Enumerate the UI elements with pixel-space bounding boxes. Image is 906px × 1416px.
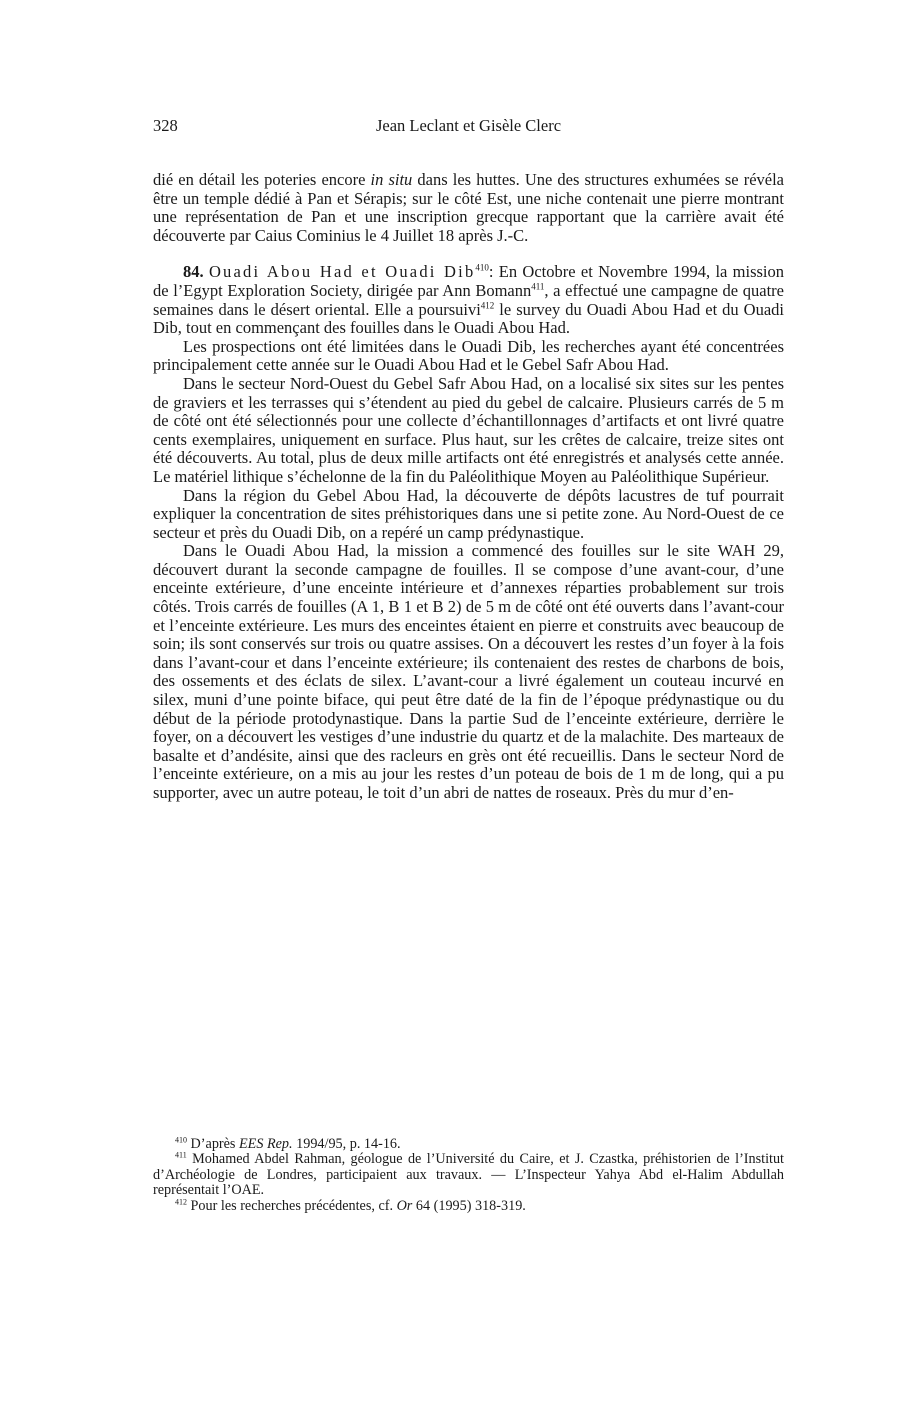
- footnote-ref-411[interactable]: 411: [531, 281, 545, 292]
- footnote-text: Pour les recherches précédentes, cf.: [187, 1197, 397, 1214]
- footnote-text: Mohamed Abdel Rahman, géologue de l’Université du Caire, et J. Czastka, préhistorien de l’Institut d’Archéologie de Londres, participaient aux travaux. — L’Inspecteur Yahya Abd el-Halim Abdullah représentait l’OAE.: [153, 1151, 784, 1199]
- page-header: [153, 116, 784, 140]
- paragraph-nord-ouest: Dans le secteur Nord-Ouest du Gebel Safr Abou Had, on a localisé six sites sur les pentes de graviers et les terrasses qui s’étendent au pied du gebel de calcaire. Plusieurs carrés de 5 m de côté ont été sélectionnés pour une collecte d’échantillonnages d’artifacts et ont livré quatre cents exemplaires, uniquement en surface. Plus haut, sur les crêtes de calcaire, treize sites ont été découverts. Au total, plus de deux mille artifacts ont été enregistrés et analysés cette année. Le matériel lithique s’échelonne de la fin du Paléolithique Moyen au Paléolithique Supérieur.: [153, 373, 784, 486]
- section-84-paragraph: [153, 263, 784, 337]
- paragraph-wah-29: Dans le Ouadi Abou Had, la mission a commencé des fouilles sur le site WAH 29, découvert durant la seconde campagne de fouilles. Il se compose d’une avant-cour, d’une enceinte extérieure, d’une enceinte intérieure et d’annexes réparties probablement sur trois côtés. Trois carrés de fouilles (A 1, B 1 et B 2) de 5 m de côté ont été ouverts dans l’avant-cour et l’enceinte extérieure. Les murs des enceintes étaient en pierre et construits avec beaucoup de soin; ils sont conservés sur trois ou quatre assises. On a découvert les restes d’un foyer à la fois dans l’avant-cour et dans l’enceinte extérieure; ils contenaient des restes de charbons de bois, des ossements et des éclats de silex. L’avant-cour a livré également un couteau incurvé en silex, muni d’une pointe biface, qui peut être daté de la fin de l’époque prédynastique ou du début de la période protodynastique. Dans la partie Sud de l’enceinte extérieure, derrière le foyer, on a découvert les vestiges d’une industrie du quartz et de la malachite. Des marteaux de basalte et d’andésite, ainsi que des racleurs en grès ont été recueillis. Dans le secteur Nord de l’enceinte extérieure, on a mis au jour les restes d’un poteau de bois de 1 m de long, qui a pu supporter, avec un autre poteau, le toit d’un abri de nattes de roseaux. Près du mur d’en-: [153, 541, 784, 802]
- section-title: Ouadi Abou Had et Ouadi Dib: [208, 262, 476, 282]
- intro-paragraph: [153, 171, 784, 245]
- page-number: 328: [153, 116, 178, 135]
- footnote-text: 64 (1995) 318-319.: [412, 1197, 526, 1214]
- footnote-ref-410[interactable]: 410: [475, 262, 489, 273]
- footnote-text: 1994/95, p. 14-16.: [292, 1136, 401, 1152]
- intro-text-b: dans les huttes. Une des structures exhumées se révéla être un temple dédié à Pan et Sérapis; sur le côté Est, une niche contenait une pierre montrant une représentation de Pan et une inscription grecque rapportant que la carrière avait été découverte par Caius Cominius le 4 Juillet 18 après J.-C.: [153, 170, 784, 245]
- paragraph-prospections: Les prospections ont été limitées dans le Ouadi Dib, les recherches ayant été concentrées principalement cette année sur le Ouadi Abou Had et le Gebel Safr Abou Had.: [153, 336, 784, 375]
- section-text-b: , a effectué une campagne de quatre semaines dans le désert oriental. Elle a poursuivi: [153, 280, 784, 319]
- intro-text-a: dié en détail les poteries encore: [153, 170, 371, 189]
- intro-italic-in-situ: in situ: [370, 170, 413, 189]
- footnote-number: 411: [175, 1150, 187, 1160]
- section-text-c: le survey du Ouadi Abou Had et du Ouadi Dib, tout en commençant des fouilles dans le Ouadi Abou Had.: [153, 299, 785, 338]
- footnote-italic: EES Rep.: [239, 1136, 293, 1152]
- footnotes: [153, 1137, 784, 1214]
- footnote-italic: Or: [396, 1197, 413, 1214]
- section-text-a: : En Octobre et Novembre 1994, la mission de l’Egypt Exploration Society, dirigée par Ann Bomann: [153, 262, 785, 300]
- footnote-412: [153, 1196, 784, 1214]
- running-head: Jean Leclant et Gisèle Clerc: [375, 116, 562, 135]
- footnote-411: [153, 1152, 784, 1198]
- footnote-number: 412: [175, 1196, 187, 1206]
- footnote-number: 410: [175, 1135, 187, 1145]
- section-number: 84.: [183, 262, 204, 282]
- footnote-text: D’après: [187, 1136, 239, 1152]
- footnote-ref-412[interactable]: 412: [480, 300, 495, 311]
- body-text: [153, 171, 784, 803]
- paragraph-gebel-abou-had: Dans la région du Gebel Abou Had, la découverte de dépôts lacustres de tuf pourrait expliquer la concentration de sites préhistoriques dans une si petite zone. Au Nord-Ouest de ce secteur et près du Ouadi Dib, on a repéré un camp prédynastique.: [153, 485, 784, 542]
